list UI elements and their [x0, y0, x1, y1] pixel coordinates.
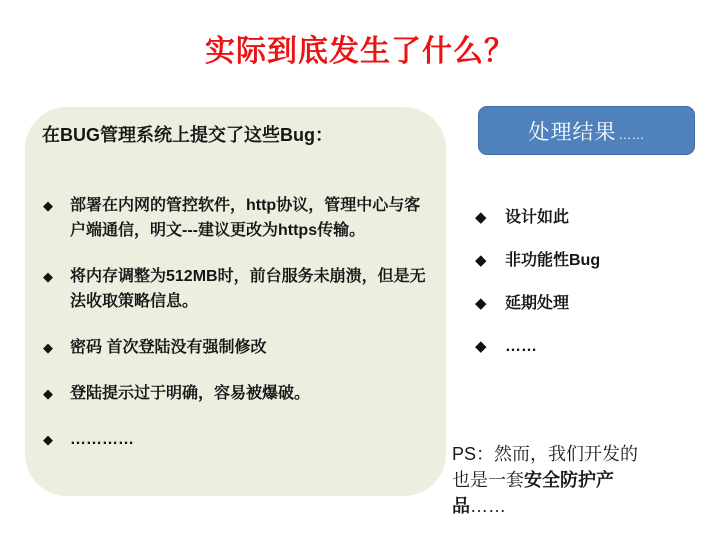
diamond-bullet-icon: ◆	[43, 340, 53, 355]
ps-line2-normal: 也是一套	[452, 470, 524, 490]
diamond-bullet-icon: ◆	[475, 252, 487, 269]
bug-list-header: 在BUG管理系统上提交了这些Bug：	[42, 125, 333, 145]
diamond-bullet-icon: ◆	[43, 269, 53, 284]
ps-note	[452, 441, 712, 519]
result-header-button	[478, 106, 695, 155]
result-item-text: 设计如此	[505, 209, 570, 226]
ps-line1: PS：然而，我们开发的	[452, 444, 639, 464]
list-item	[43, 427, 435, 452]
slide-title: 实际到底发生了什么？	[205, 35, 515, 68]
bug-item-text: 部署在内网的管控软件，http协议，管理中心与客户端通信，明文---建议更改为https传输。	[70, 197, 421, 239]
list-item	[43, 264, 435, 314]
diamond-bullet-icon: ◆	[43, 386, 53, 401]
diamond-bullet-icon: ◆	[43, 432, 53, 447]
list-item	[475, 337, 600, 357]
ps-line3-dots: ……	[470, 496, 506, 516]
bug-item-text: 密码 首次登陆没有强制修改	[70, 339, 267, 356]
ps-line2-bold: 安全防护产	[524, 470, 614, 490]
result-item-text: 非功能性Bug	[505, 252, 601, 269]
list-item	[43, 381, 435, 406]
bug-list	[43, 193, 435, 452]
list-item	[475, 294, 600, 314]
list-item	[43, 193, 435, 243]
diamond-bullet-icon: ◆	[475, 295, 487, 312]
result-item-text: 延期处理	[505, 295, 570, 312]
result-button-label: 处理结果	[528, 120, 617, 144]
diamond-bullet-icon: ◆	[475, 338, 487, 355]
bug-item-text: …………	[70, 431, 134, 448]
result-list	[475, 208, 600, 357]
list-item	[43, 335, 435, 360]
list-item	[475, 251, 600, 271]
ps-line3-bold: 品	[452, 496, 470, 516]
result-item-text: ……	[505, 338, 537, 355]
bug-item-text: 登陆提示过于明确，容易被爆破。	[70, 385, 311, 402]
list-item	[475, 208, 600, 228]
diamond-bullet-icon: ◆	[43, 198, 53, 213]
bug-item-text: 将内存调整为512MB时，前台服务未崩溃，但是无法收取策略信息。	[70, 268, 426, 310]
result-button-dots: ……	[618, 127, 645, 142]
diamond-bullet-icon: ◆	[475, 209, 487, 226]
bug-list-panel	[25, 107, 446, 496]
